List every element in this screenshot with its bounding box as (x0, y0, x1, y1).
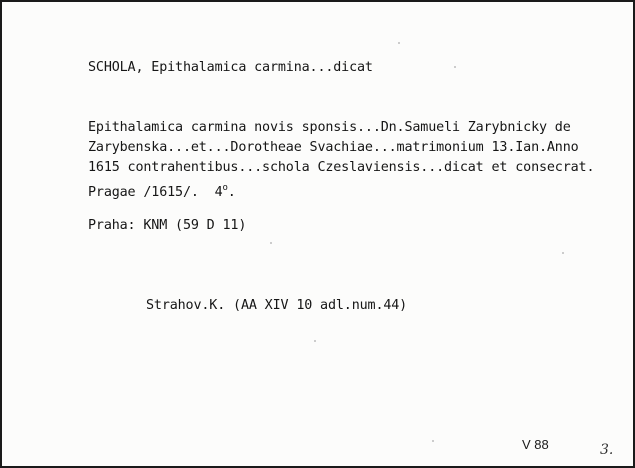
description-line-2: Zarybenska...et...Dorotheae Svachiae...matrimonium 13.Ian.Anno (88, 140, 579, 155)
call-number: V 88 (522, 437, 549, 452)
strahov-reference: Strahov.K. (AA XIV 10 adl.num.44) (146, 298, 408, 313)
imprint-text: Pragae /1615/. 4 (88, 185, 223, 200)
holding-location: Praha: KNM (59 D 11) (88, 218, 247, 233)
description-line-3: 1615 contrahentibus...schola Czeslaviensis...dicat et consecrat. (88, 160, 595, 175)
imprint-line (88, 180, 236, 201)
format-dot: . (227, 185, 236, 200)
format-superscript: o (222, 183, 228, 193)
card-heading: SCHOLA, Epithalamica carmina...dicat (88, 60, 373, 75)
description-line-1: Epithalamica carmina novis sponsis...Dn.Samueli Zarybnicky de (88, 120, 571, 135)
page-mark: 3. (600, 442, 614, 458)
